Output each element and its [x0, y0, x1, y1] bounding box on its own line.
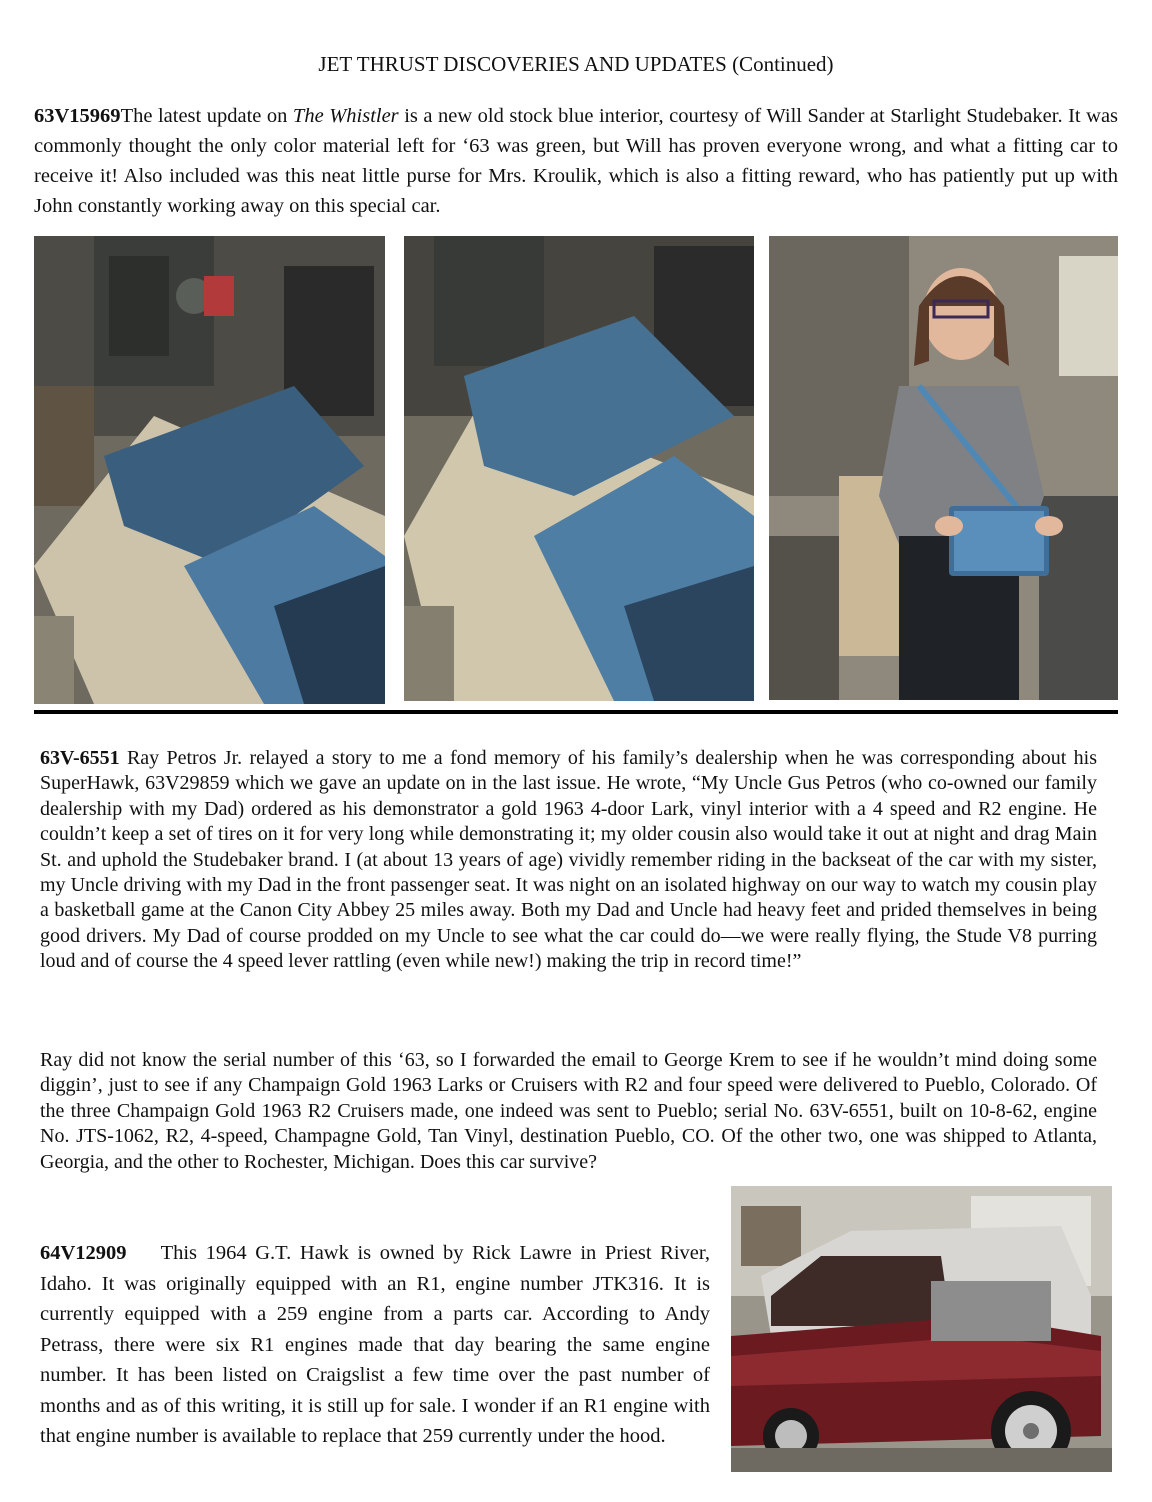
- section-63v15969: [34, 101, 1118, 221]
- section-text: Ray Petros Jr. relayed a story to me a fond memory of his family’s dealership when he was corresponding about his SuperHawk, 63V29859 which we gave an update on in the last issue. He wrote, “My Uncle Gus Petros (who co-owned our family dealership with my Dad) ordered as his demonstrator a gold 1963 4-door Lark, vinyl interior with a 4 speed and R2 engine. He couldn’t keep a set of tires on it for very long while demonstrating it; my older cousin also would take it out at night and drag Main St. and uphold the Studebaker brand. I (at about 13 years of age) vividly remember riding in the backseat of the car with my sister, my Uncle driving with my Dad in the front passenger seat. It was night on an isolated highway on our way to watch my cousin play a basketball game at the Canon City Abbey 25 miles away. Both my Dad and Uncle had heavy feet and prided themselves in being good drivers. My Dad of course prodded on my Uncle to see what the car could do—we were really flying, the Stude V8 purring loud and of course the 4 speed lever rattling (even while new!) making the trip in record time!”: [40, 747, 1097, 973]
- section-63v-6551-followup: Ray did not know the serial number of this ‘63, so I forwarded the email to George Krem to see if he wouldn’t mind doing some diggin’, just to see if any Champaign Gold 1963 Larks or Cruisers with R2 and four speed were delivered to Pueblo, Colorado. Of the three Champaign Gold 1963 R2 Cruisers made, one indeed was sent to Pueblo; serial No. 63V-6551, built on 10-8-62, engine No. JTS-1062, R2, 4-speed, Champagne Gold, Tan Vinyl, destination Pueblo, CO. Of the other two, one was shipped to Atlanta, Georgia, and the other to Rochester, Michigan. Does this car survive?: [40, 1049, 1097, 1173]
- section-text: This 1964 G.T. Hawk is owned by Rick Lawre in Priest River, Idaho. It was originally equipped with an R1, engine number JTK316. It is currently equipped with a 259 engine from a parts car. According to Andy Petrass, there were six R1 engines made that day bearing the same engine number. It has been listed on Craigslist a few time over the past number of months and as of this writing, it is still up for sale. I wonder if an R1 engine with that engine number is available to replace that 259 currently under the hood.: [40, 1242, 711, 1447]
- photo-red-gt-hawk: [731, 1186, 1112, 1472]
- section-64v12909: [40, 1238, 710, 1452]
- section-text: is a new old stock blue interior, courtesy of Will Sander at Starlight Studebaker. It was commonly thought the only color material left for ‘63 was green, but Will has proven everyone wrong, and what a fitting car to receive it! Also included was this neat little purse for Mrs. Kroulik, which is also a fitting reward, who has patiently put up with John constantly working away on this special car.: [34, 105, 1119, 217]
- serial-number: 63V-6551: [40, 747, 120, 769]
- car-name: The Whistler: [292, 105, 399, 127]
- photo-woman-with-purse: [769, 236, 1118, 700]
- section-63v-6551: [40, 746, 1097, 975]
- section-divider: [34, 710, 1118, 714]
- section-text: The latest update on: [120, 105, 293, 127]
- photo-blue-seat-cover: [34, 236, 385, 704]
- page-title: JET THRUST DISCOVERIES AND UPDATES (Continued): [318, 52, 834, 76]
- serial-number: 64V12909: [40, 1242, 127, 1264]
- serial-number: 63V15969: [34, 105, 121, 127]
- photo-seat-cover-detail: [404, 236, 754, 701]
